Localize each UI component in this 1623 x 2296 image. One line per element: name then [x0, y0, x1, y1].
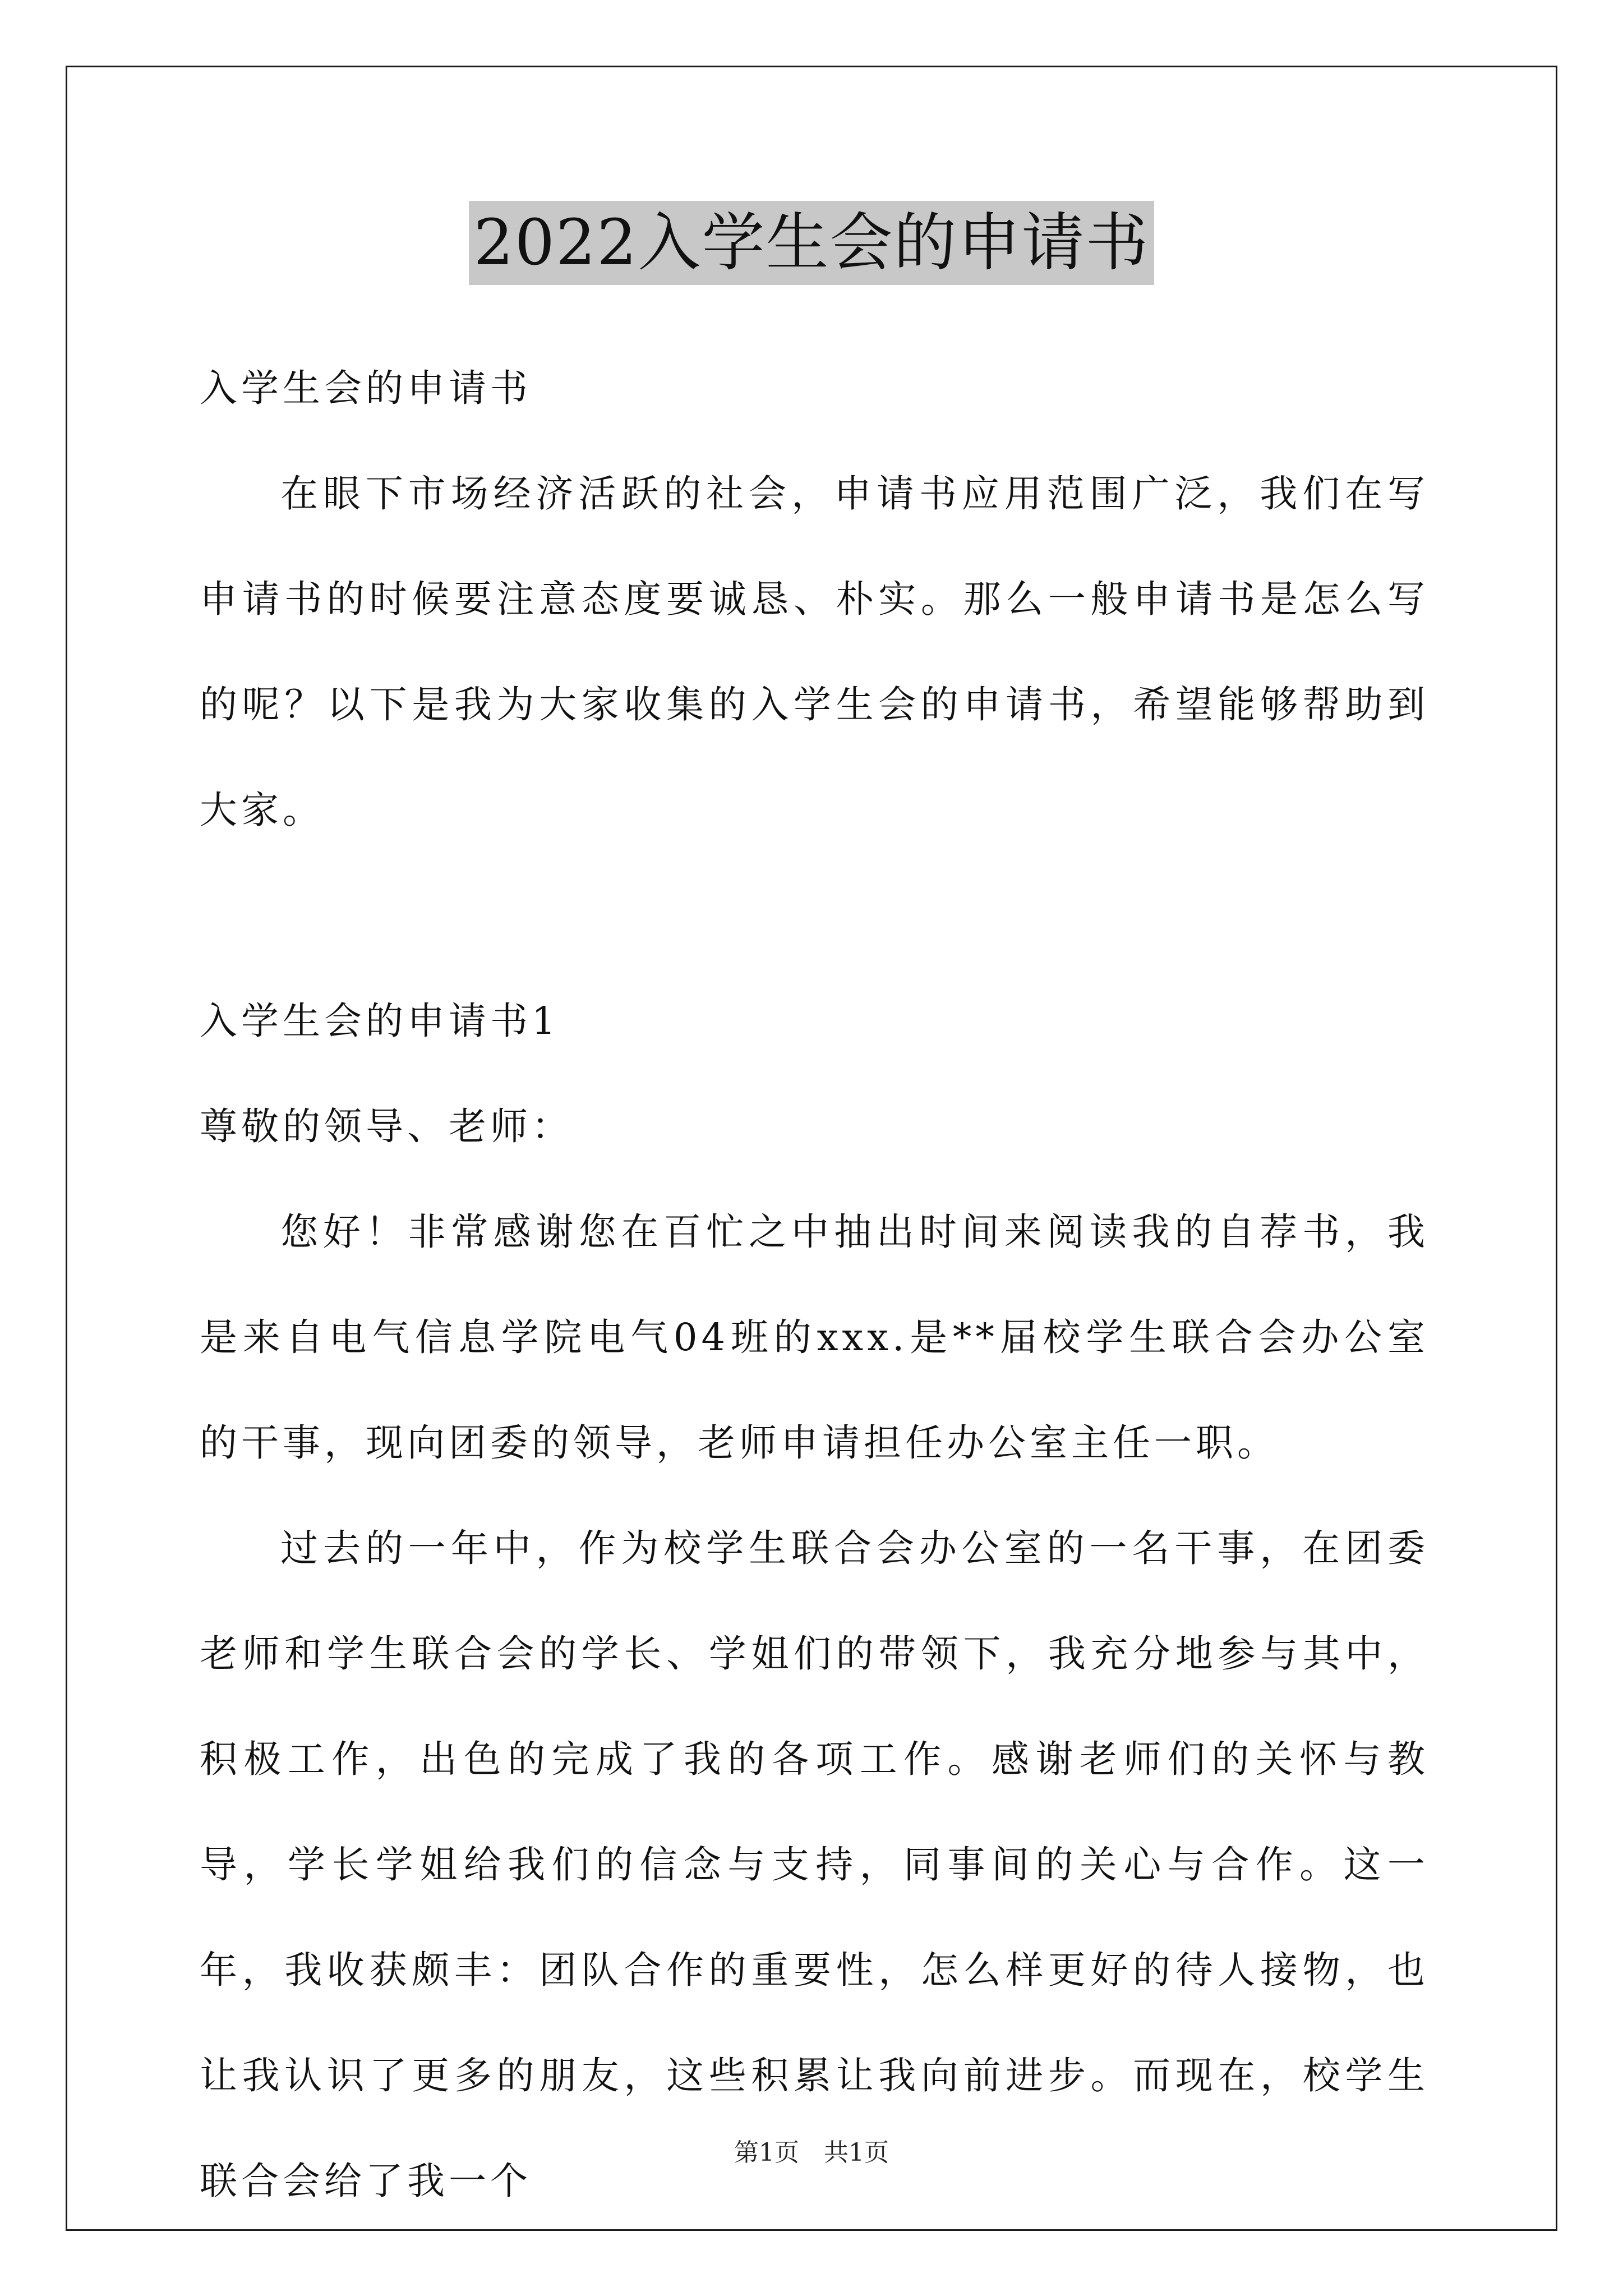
body-paragraph-1: 您好！非常感谢您在百忙之中抽出时间来阅读我的自荐书，我是来自电气信息学院电气04班的xxx.是**届校学生联合会办公室的干事，现向团委的领导，老师申请担任办公室主任一职。 [200, 1210, 1429, 1465]
section-heading: 入学生会的申请书1 [200, 999, 560, 1043]
subtitle: 入学生会的申请书 [200, 366, 532, 410]
document-title: 2022入学生会的申请书 [469, 201, 1154, 285]
body-paragraph-2: 过去的一年中，作为校学生联合会办公室的一名干事，在团委老师和学生联合会的学长、学姐们的带领下，我充分地参与其中，积极工作，出色的完成了我的各项工作。感谢老师们的关怀与教导，学长学姐给我们的信念与支持，同事间的关心与合作。这一年，我收获颇丰：团队合作的重要性，怎么样更好的待人接物，也让我认识了更多的朋友，这些积累让我向前进步。而现在，校学生联合会给了我一个 [200, 1526, 1429, 2203]
title-area [0, 201, 1623, 285]
intro-paragraph: 在眼下市场经济活跃的社会，申请书应用范围广泛，我们在写申请书的时候要注意态度要诚恳、朴实。那么一般申请书是怎么写的呢？以下是我为大家收集的入学生会的申请书，希望能够帮助到大家。 [200, 472, 1429, 832]
salutation: 尊敬的领导、老师： [200, 1105, 573, 1148]
page-footer: 第1页 共1页 [734, 2138, 889, 2167]
spacer [200, 863, 1429, 968]
document-body [200, 335, 1429, 2234]
